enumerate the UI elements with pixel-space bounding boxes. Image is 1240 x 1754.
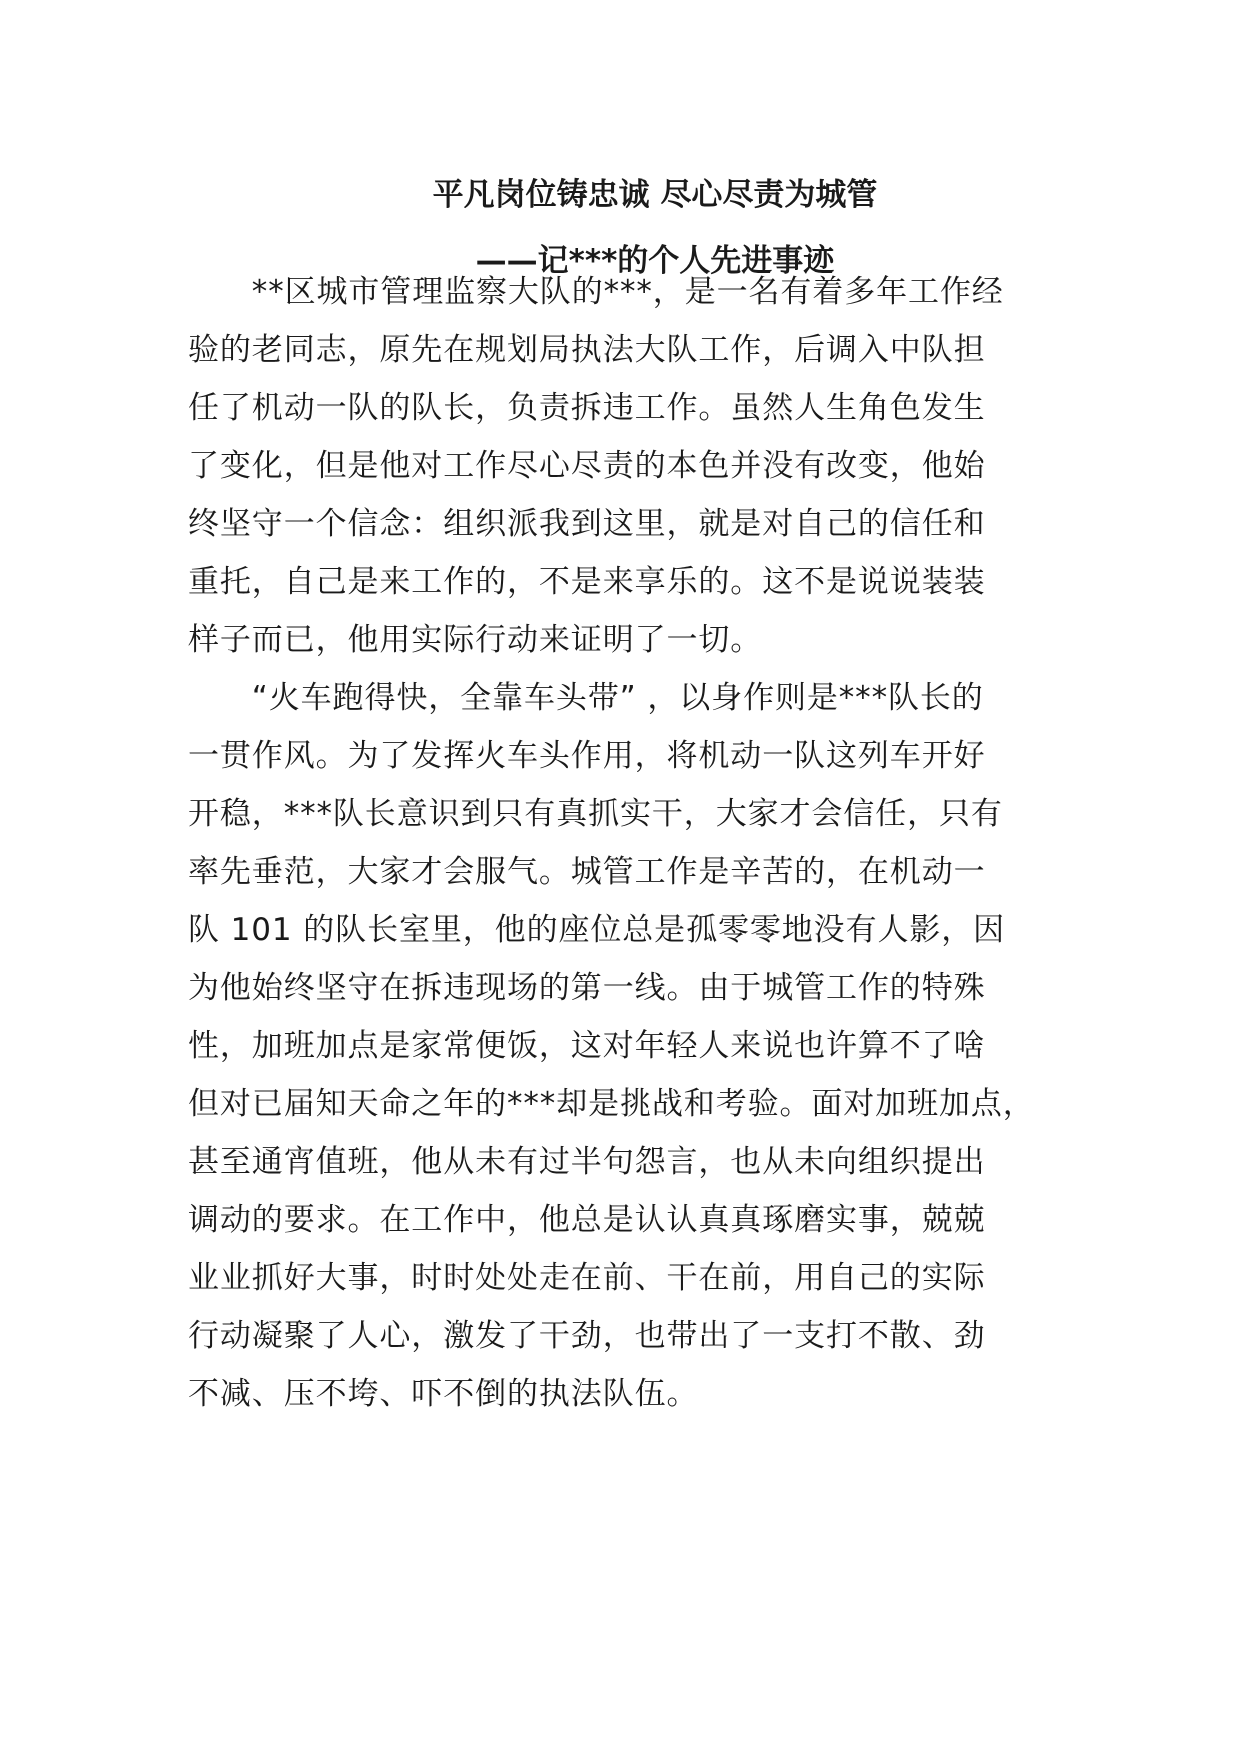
paragraph-1-line-6: 重托，自己是来工作的，不是来享乐的。这不是说说装装: [188, 564, 986, 600]
paragraph-2-line-5: 队 101 的队长室里，他的座位总是孤零零地没有人影，因: [188, 912, 1006, 948]
paragraph-1-line-4: 了变化，但是他对工作尽心尽责的本色并没有改变，他始: [188, 448, 986, 484]
paragraph-2-line-3: 开稳，***队长意识到只有真抓实干，大家才会信任，只有: [188, 796, 1003, 832]
document-title: 平凡岗位铸忠诚 尽心尽责为城管: [432, 177, 878, 213]
paragraph-2-line-1: “火车跑得快，全靠车头带” ，以身作则是***队长的: [188, 680, 984, 716]
paragraph-1-line-7: 样子而已，他用实际行动来证明了一切。: [188, 622, 763, 658]
paragraph-2-line-4: 率先垂范，大家才会服气。城管工作是辛苦的，在机动一: [188, 854, 986, 890]
paragraph-2-line-7: 性，加班加点是家常便饭，这对年轻人来说也许算不了啥: [188, 1028, 986, 1064]
paragraph-2-line-12: 行动凝聚了人心，激发了干劲，也带出了一支打不散、劲: [188, 1318, 986, 1354]
paragraph-2-line-6: 为他始终坚守在拆违现场的第一线。由于城管工作的特殊: [188, 970, 986, 1006]
paragraph-1-line-2: 验的老同志，原先在规划局执法大队工作，后调入中队担: [188, 332, 986, 368]
paragraph-2-line-13: 不减、压不垮、吓不倒的执法队伍。: [188, 1376, 699, 1412]
paragraph-1-line-5: 终坚守一个信念：组织派我到这里，就是对自己的信任和: [188, 506, 986, 542]
paragraph-2-line-8: 但对已届知天命之年的***却是挑战和考验。面对加班加点，: [188, 1086, 1035, 1122]
document-subtitle: ——记***的个人先进事迹: [475, 243, 835, 279]
paragraph-1-line-1: **区城市管理监察大队的***，是一名有着多年工作经: [188, 274, 1004, 310]
paragraph-2-line-9: 甚至通宵值班，他从未有过半句怨言，也从未向组织提出: [188, 1144, 986, 1180]
paragraph-1-line-3: 任了机动一队的队长，负责拆违工作。虽然人生角色发生: [188, 390, 986, 426]
paragraph-2-line-10: 调动的要求。在工作中，他总是认认真真琢磨实事，兢兢: [188, 1202, 986, 1238]
paragraph-2-line-11: 业业抓好大事，时时处处走在前、干在前，用自己的实际: [188, 1260, 986, 1296]
paragraph-2-line-2: 一贯作风。为了发挥火车头作用，将机动一队这列车开好: [188, 738, 986, 774]
